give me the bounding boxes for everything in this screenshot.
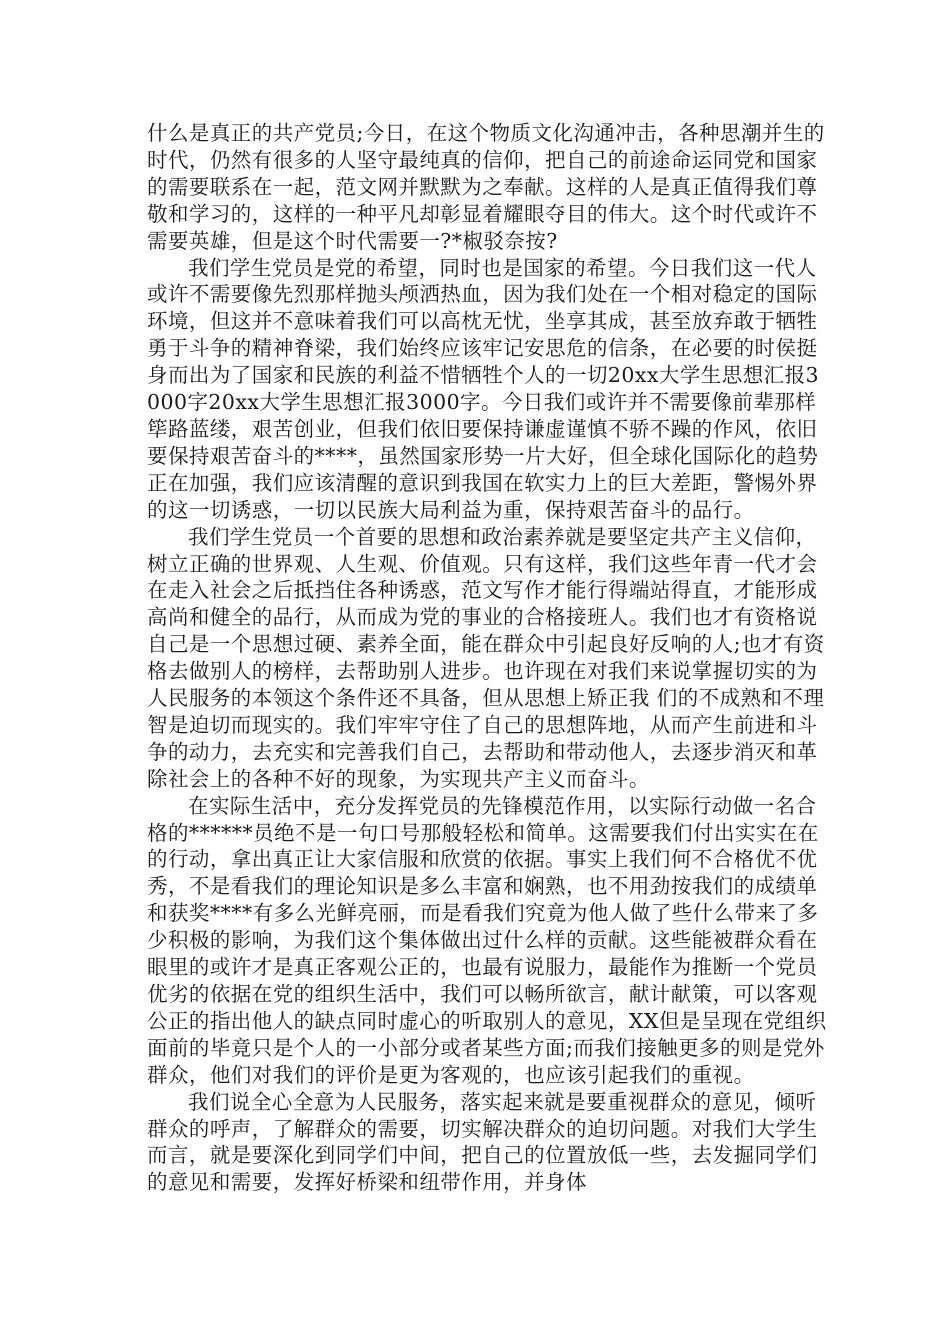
document-body (147, 120, 829, 1196)
paragraph-3: 我们学生党员一个首要的思想和政治素养就是要坚定共产主义信仰，树立正确的世界观、人生观、价值观。只有这样，我们这些年青一代才会在走入社会之后抵挡住各种诱惑，范文写作才能行得端站得直，才能形成高尚和健全的品行，从而成为党的事业的合格接班人。我们也才有资格说自己是一个思想过硬、素养全面，能在群众中引起良好反响的人;也才有资格去做别人的榜样，去帮助别人进步。也许现在对我们来说掌握切实的为人民服务的本领这个条件还不具备，但从思想上矫正我 们的不成熟和不理智是迫切而现实的。我们牢牢守住了自己的思想阵地，从而产生前进和斗争的动力，去充实和完善我们自己，去帮助和带动他人，去逐步消灭和革除社会上的各种不好的现象，为实现共产主义而奋斗。 (147, 524, 825, 791)
paragraph-2: 我们学生党员是党的希望，同时也是国家的希望。今日我们这一代人或许不需要像先烈那样抛头颅洒热血，因为我们处在一个相对稳定的国际环境，但这并不意味着我们可以高枕无忧，坐享其成，甚至放弃敢于牺牲勇于斗争的精神脊梁，我们始终应该牢记安思危的信条，在必要的时侯挺身而出为了国家和民族的利益不惜牺牲个人的一切20xx大学生思想汇报3000字20xx大学生思想汇报3000字。今日我们或许并不需要像前辈那样筚路蓝缕，艰苦创业，但我们依旧要保持谦虚谨慎不骄不躁的作风，依旧要保持艰苦奋斗的****，虽然国家形势一片大好，但全球化国际化的趋势正在加强，我们应该清醒的意识到我国在软实力上的巨大差距，警惕外界的这一切诱惑，一切以民族大局利益为重，保持艰苦奋斗的品行。 (147, 255, 820, 522)
paragraph-4: 在实际生活中，充分发挥党员的先锋模范作用，以实际行动做一名合格的******员绝不是一句口号那般轻松和简单。这需要我们付出实实在在的行动，拿出真正让大家信服和欣赏的依据。事实上我们何不合格优不优秀，不是看我们的理论知识是多么丰富和娴熟，也不用劲按我们的成绩单和获奖****有多么光鲜亮丽，而是看我们究竟为他人做了些什么带来了多少积极的影响，为我们这个集体做出过什么样的贡献。这些能被群众看在眼里的或许才是真正客观公正的，也最有说服力，最能作为推断一个党员优劣的依据在党的组织生活中，我们可以畅所欲言，献计献策，可以客观公正的指出他人的缺点同时虚心的听取别人的意见，XX但是呈现在党组织面前的毕竟只是个人的一小部分或者某些方面;而我们接触更多的则是党外群众，他们对我们的评价是更为客观的，也应该引起我们的重视。 (147, 793, 827, 1087)
paragraph-1: 什么是真正的共产党员;今日，在这个物质文化沟通冲击，各种思潮并生的时代，仍然有很多的人坚守最纯真的信仰，把自己的前途命运同党和国家的需要联系在一起，范文网并默默为之奉献。这样的人是真正值得我们尊敬和学习的，这样的一种平凡却彰显着耀眼夺目的伟大。这个时代或许不需要英雄，但是这个时代需要一?*椒驳奈按? (147, 121, 825, 253)
paragraph-5: 我们说全心全意为人民服务，落实起来就是要重视群众的意见，倾听群众的呼声，了解群众的需要，切实解决群众的迫切问题。对我们大学生而言，就是要深化到同学们中间，把自己的位置放低一些，去发掘同学们的意见和需要，发挥好桥梁和纽带作用，并身体 (147, 1089, 818, 1195)
